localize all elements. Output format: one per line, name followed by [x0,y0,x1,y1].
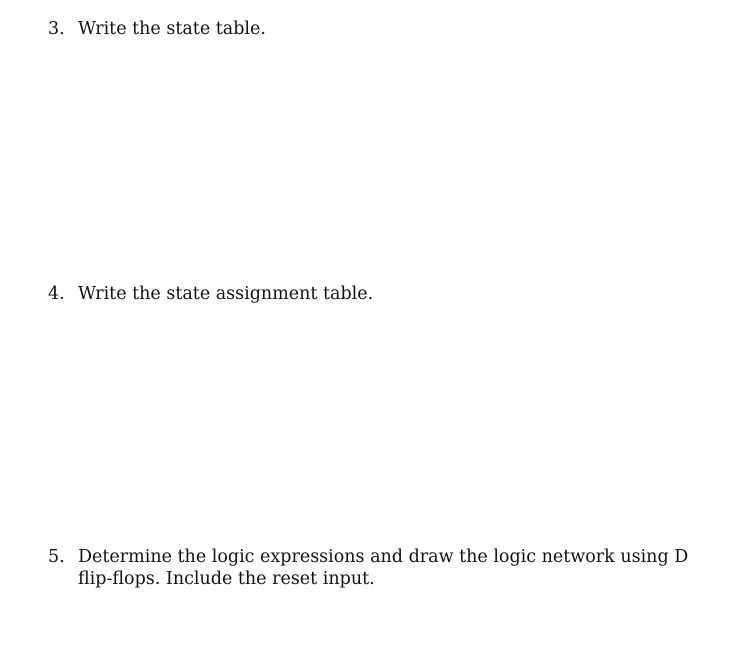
question-4 [48,283,726,305]
question-number: 5. [48,547,65,567]
question-text: Write the state table. [78,19,266,39]
question-5 [48,546,726,590]
question-text: Determine the logic expressions and draw the logic network using D flip-flops. Include the reset input. [78,547,689,589]
question-text: Write the state assignment table. [78,284,374,304]
question-3 [48,18,726,40]
question-number: 3. [48,19,65,39]
question-number: 4. [48,284,65,304]
